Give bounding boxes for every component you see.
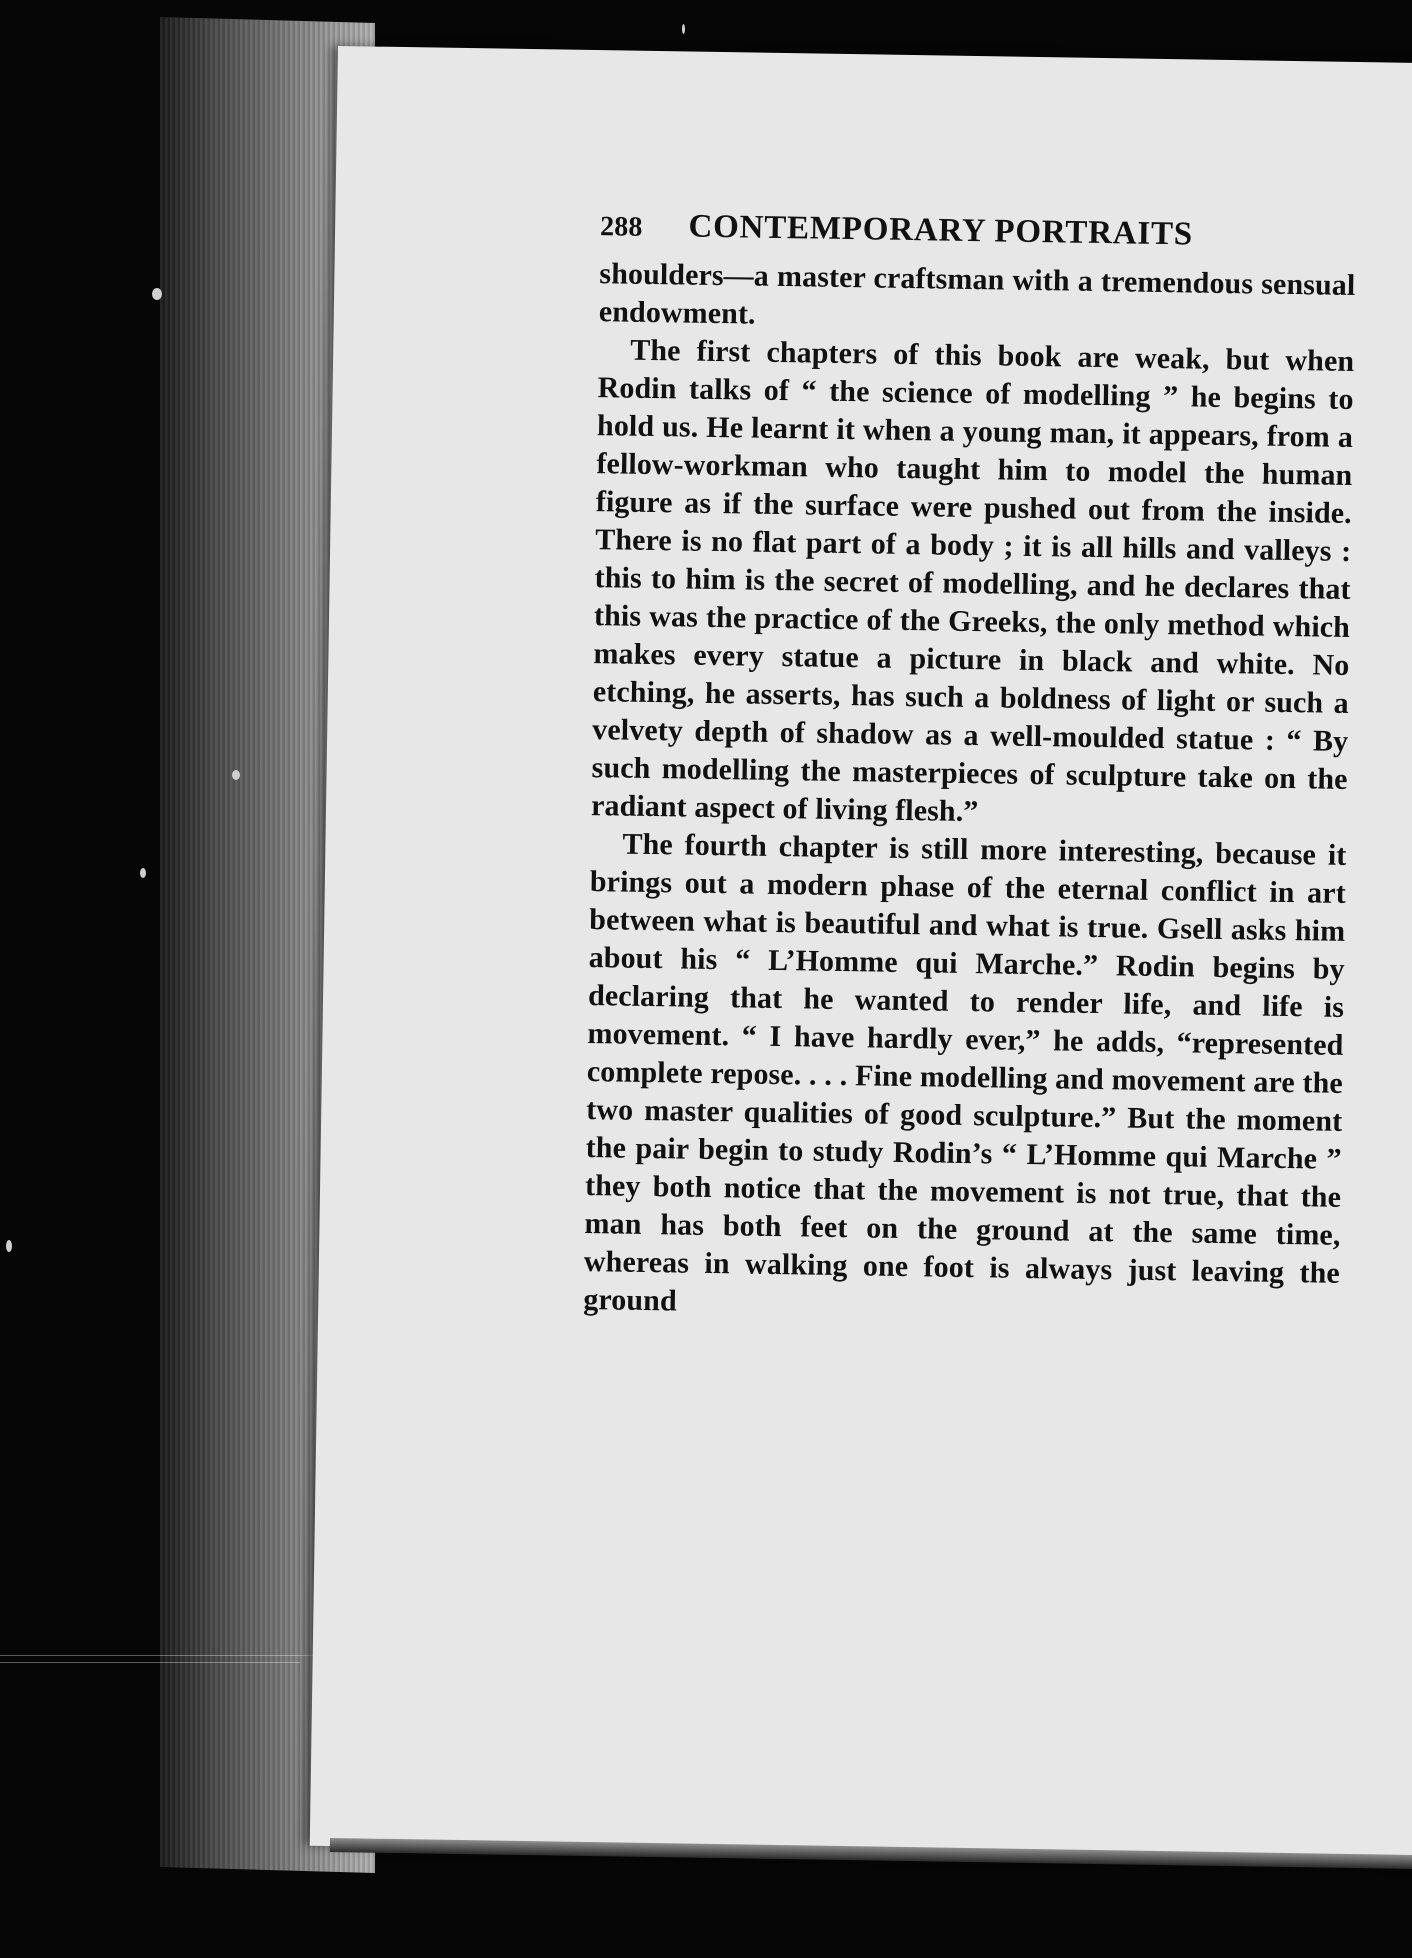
page-number: 288 — [599, 211, 643, 243]
dust-speck — [232, 770, 240, 780]
page-text — [583, 205, 1356, 1331]
dust-speck — [152, 288, 162, 300]
running-head — [600, 205, 1357, 259]
paragraph: The first chapters of this book are weak, but when Rodin talks of “ the science of modelling ” he begins to hold us. He learnt it when a young man, it appears, from a fellow-workman who taught him to model the human figure as if the surface were pushed out from the inside. There is no flat part of a body ; it is all hills and valleys : this to him is the secret of modelling, and he declares that this was the practice of the Greeks, the only method which makes every statue a picture in black and white. No etching, he asserts, has such a boldness of light or such a velvety depth of shadow as a well-moulded statue : “ By such modelling the masterpieces of sculpture take on the radiant aspect of living flesh.” — [590, 333, 1355, 829]
dust-speck — [682, 24, 685, 34]
dust-speck — [6, 1240, 12, 1252]
book-page — [310, 46, 1412, 1863]
scan-artifact-line — [0, 1655, 330, 1656]
scan-artifact-line — [0, 1662, 300, 1663]
paragraph: shoulders—a master craftsman with a tremendous sensual endowment. — [598, 257, 1356, 331]
paragraph: The fourth chapter is still more interesting, because it brings out a modern phase of the eternal conflict in art between what is beautiful and what is true. Gsell asks him about his “ L’Homme qui Marche.” Rodin begins by declaring that he wanted to render life, and life is movement. “ I have hardly ever,” he adds, “represented complete repose. . . . Fine modelling and movement are the two master qualities of good sculpture.” But the moment the pair begin to study Rodin’s “ L’Homme qui Marche ” they both notice that the movement is not true, that the man has both feet on the ground at the same time, whereas in walking one foot is always just leaving the ground — [583, 827, 1347, 1318]
book-title: CONTEMPORARY PORTRAITS — [688, 208, 1194, 253]
dust-speck — [140, 868, 146, 878]
